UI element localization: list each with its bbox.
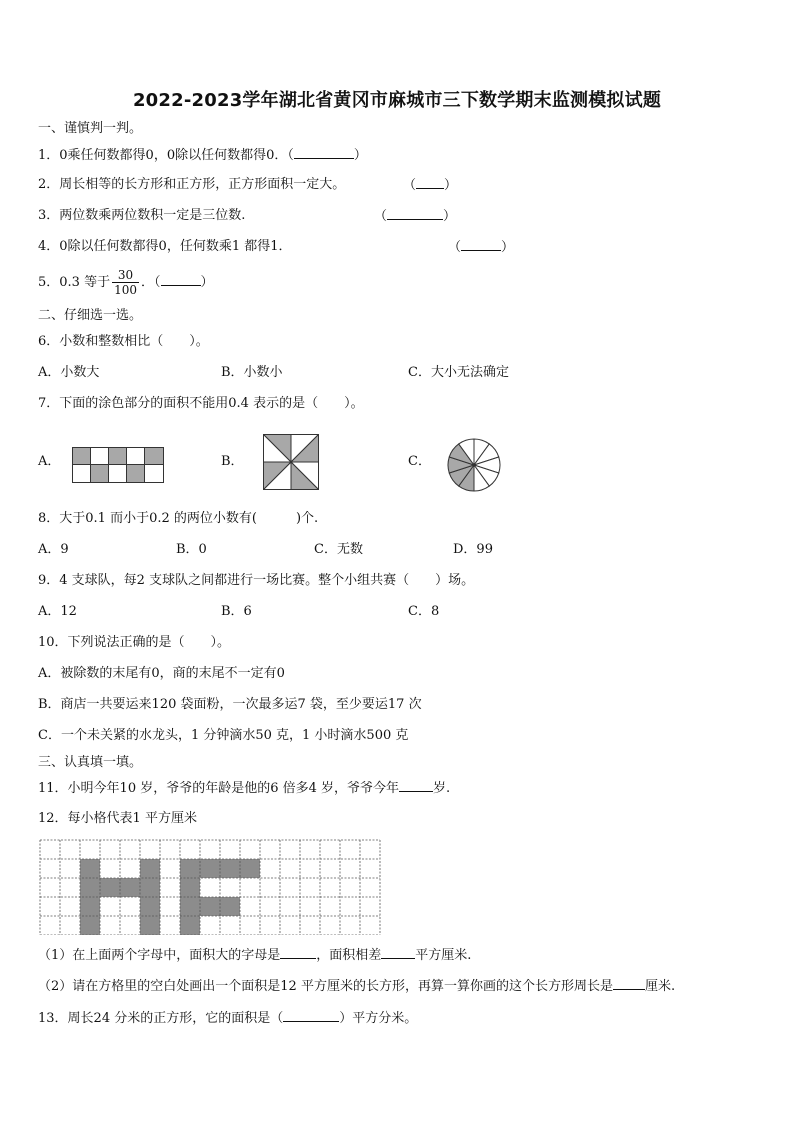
page-title: 2022-2023学年湖北省黄冈市麻城市三下数学期末监测模拟试题 (132, 90, 662, 111)
question-3 (38, 207, 245, 225)
part-1-mid: ，面积相差 (316, 948, 382, 963)
grid-cell-shaded (73, 448, 91, 465)
question-2 (38, 176, 345, 194)
answer-blank[interactable] (161, 273, 201, 286)
question-3-text: 3．两位数乘两位数积一定是三位数. (38, 208, 246, 223)
paren-close: ） (353, 148, 367, 163)
letter-cell (80, 878, 100, 897)
letter-cell (220, 897, 240, 916)
letter-cell (180, 897, 200, 916)
grid-cell-shaded (91, 465, 109, 483)
question-2-answer (403, 176, 457, 195)
option-a[interactable]: A．被除数的末尾有0，商的末尾不一定有0 (38, 666, 285, 681)
grid-cell (145, 465, 164, 483)
question-11-post: 岁. (433, 781, 451, 796)
fraction (112, 268, 139, 297)
paren-open: （ (374, 209, 388, 224)
option-b[interactable]: B．6 (221, 604, 252, 619)
paren-close: ） (501, 240, 515, 255)
option-a[interactable]: A．12 (38, 604, 77, 619)
question-12: 12．每小格代表1 平方厘米 (38, 811, 197, 826)
letter-cell (100, 878, 120, 897)
answer-blank[interactable] (283, 1009, 339, 1022)
part-2-post: 厘米. (644, 979, 676, 994)
figure-b-square (263, 434, 319, 490)
question-11-text: 11．小明今年10 岁，爷爷的年龄是他的6 倍多4 岁，爷爷今年 (38, 781, 400, 796)
letter-cell (140, 859, 160, 878)
question-5-text: 5．0.3 等于 (38, 275, 111, 290)
answer-blank[interactable] (294, 146, 354, 159)
question-1 (38, 146, 367, 165)
letter-cell (80, 897, 100, 916)
letter-cell (240, 859, 260, 878)
option-c[interactable]: C．无数 (314, 542, 363, 557)
question-4 (38, 238, 292, 256)
letter-cell (140, 897, 160, 916)
letter-cell (140, 916, 160, 935)
question-12-part-1 (38, 946, 471, 965)
question-5-post: ．（ (140, 275, 161, 290)
question-6: 6．小数和整数相比（ ）。 (38, 334, 209, 349)
question-9: 9．4 支球队，每2 支球队之间都进行一场比赛。整个小组共赛（ ）场。 (38, 573, 475, 588)
answer-blank[interactable] (387, 207, 443, 220)
section-heading-3: 三、认真填一填。 (38, 755, 143, 770)
option-b[interactable]: B．小数小 (221, 365, 283, 380)
figure-a-grid (72, 447, 164, 483)
letter-cell (200, 897, 220, 916)
letter-cell (220, 859, 240, 878)
question-4-answer (448, 238, 514, 257)
paren-close: ） (444, 178, 458, 193)
paren-open: （ (448, 240, 462, 255)
answer-blank[interactable] (399, 779, 433, 792)
letter-grid (39, 839, 381, 935)
letter-cell (180, 859, 200, 878)
grid-cell (91, 448, 109, 465)
option-d[interactable]: D．99 (453, 542, 493, 557)
letter-cell (180, 878, 200, 897)
option-a[interactable]: A． (38, 454, 61, 469)
figure-c-circle (446, 437, 502, 493)
letter-cell (120, 878, 140, 897)
answer-blank[interactable] (416, 176, 444, 189)
letter-cell (140, 878, 160, 897)
letter-cell (80, 916, 100, 935)
part-2-text: （2）请在方格里的空白处画出一个面积是12 平方厘米的长方形，再算一算你画的这个长方形周长是 (38, 979, 613, 994)
question-3-answer (374, 207, 456, 226)
option-c[interactable]: C．大小无法确定 (408, 365, 509, 380)
answer-blank[interactable] (613, 977, 645, 990)
question-12-part-2 (38, 977, 675, 996)
letter-cell (80, 859, 100, 878)
grid-cell-shaded (145, 448, 164, 465)
letter-cell (200, 859, 220, 878)
question-13 (38, 1009, 417, 1028)
answer-blank[interactable] (381, 946, 415, 959)
question-10: 10．下列说法正确的是（ ）。 (38, 635, 231, 650)
option-b[interactable]: B．商店一共要运来120 袋面粉，一次最多运7 袋，至少要运17 次 (38, 697, 422, 712)
section-heading-1: 一、谨慎判一判。 (38, 121, 143, 136)
question-5 (38, 266, 214, 300)
option-b[interactable]: B． (221, 454, 244, 469)
answer-blank[interactable] (461, 238, 501, 251)
grid-cell (109, 465, 127, 483)
answer-blank[interactable] (280, 946, 316, 959)
part-1-text: （1）在上面两个字母中，面积大的字母是 (38, 948, 281, 963)
letter-cell (180, 916, 200, 935)
question-1-text: 1．0乘任何数都得0，0除以任何数都得0．（ (38, 148, 294, 163)
option-c[interactable]: C． (408, 454, 431, 469)
part-1-post: 平方厘米. (415, 948, 472, 963)
option-b[interactable]: B．0 (176, 542, 207, 557)
section-heading-2: 二、仔细选一选。 (38, 308, 143, 323)
fraction-numerator: 30 (112, 268, 139, 283)
question-8: 8．大于0.1 而小于0.2 的两位小数有( )个. (38, 511, 319, 526)
grid-cell (73, 465, 91, 483)
question-13-text: 13．周长24 分米的正方形，它的面积是（ (38, 1011, 284, 1026)
question-13-post: ）平方分米。 (339, 1011, 418, 1026)
fraction-denominator: 100 (114, 283, 137, 297)
question-2-text: 2．周长相等的长方形和正方形，正方形面积一定大。 (38, 177, 346, 192)
paren-open: （ (403, 178, 417, 193)
question-11 (38, 779, 450, 798)
option-a[interactable]: A．9 (38, 542, 69, 557)
option-c[interactable]: C．8 (408, 604, 440, 619)
grid-cell-shaded (127, 465, 145, 483)
grid-cell-shaded (109, 448, 127, 465)
grid-cell (127, 448, 145, 465)
option-c[interactable]: C．一个未关紧的水龙头，1 分钟滴水50 克，1 小时滴水500 克 (38, 728, 409, 743)
option-a[interactable]: A．小数大 (38, 365, 100, 380)
paren-close: ） (443, 209, 457, 224)
paren-close: ） (200, 275, 214, 290)
question-7: 7．下面的涂色部分的面积不能用0.4 表示的是（ ）。 (38, 396, 364, 411)
question-4-text: 4．0除以任何数都得0，任何数乘1 都得1． (38, 239, 292, 254)
